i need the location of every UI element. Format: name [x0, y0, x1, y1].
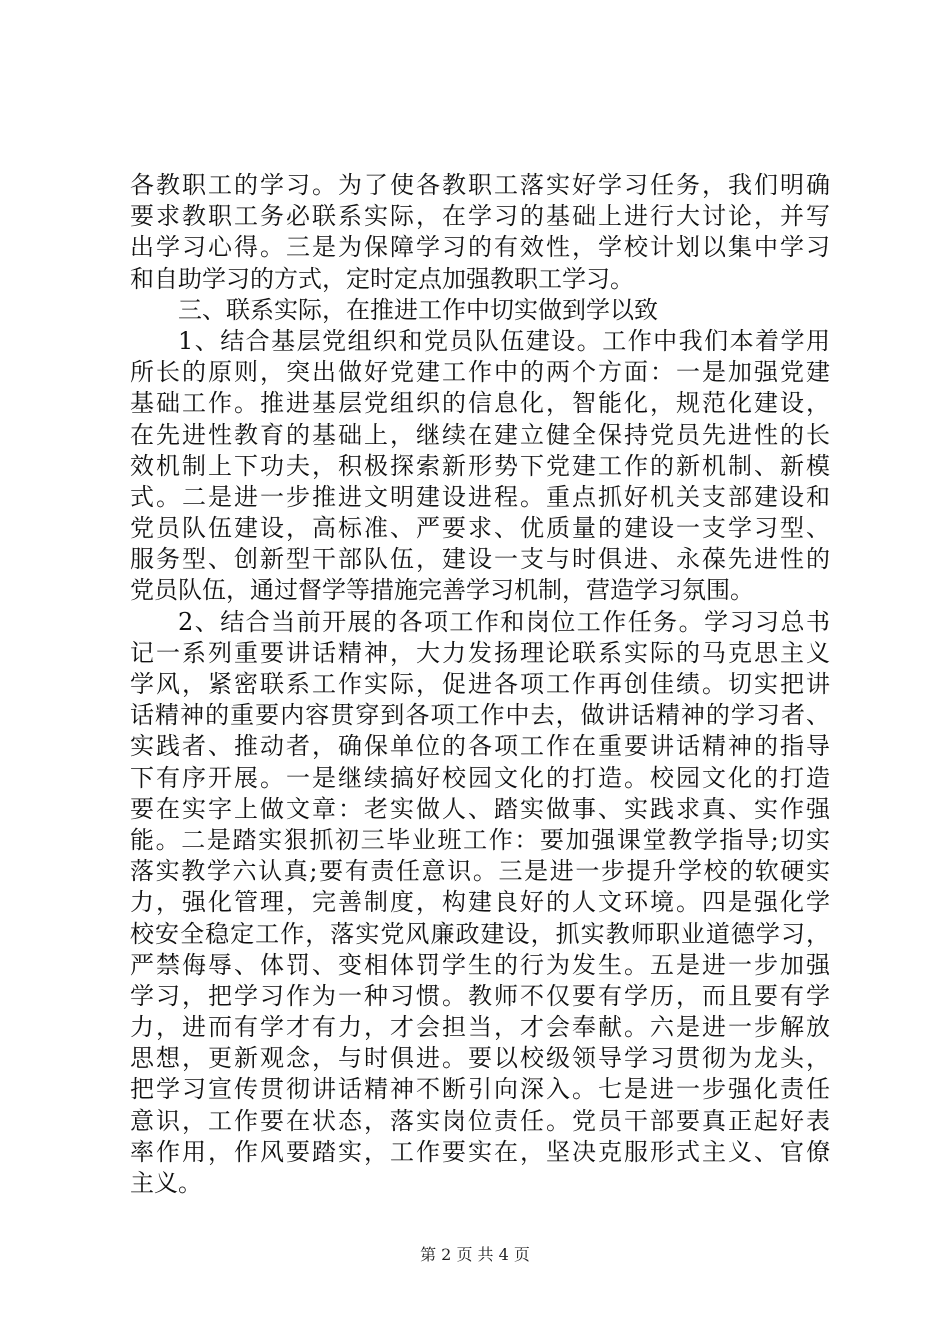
body-line: 意识，工作要在状态，落实岗位责任。党员干部要真正起好表 [130, 1106, 830, 1135]
body-line: 学习，把学习作为一种习惯。教师不仅要有学历，而且要有学 [130, 981, 830, 1010]
body-line: 要求教职工务必联系实际，在学习的基础上进行大讨论，并写 [130, 202, 830, 231]
body-line: 话精神的重要内容贯穿到各项工作中去，做讲话精神的学习者、 [130, 701, 830, 730]
document-body [130, 170, 830, 1199]
body-line: 效机制上下功夫，积极探索新形势下党建工作的新机制、新模 [130, 451, 830, 480]
body-line: 式。二是进一步推进文明建设进程。重点抓好机关支部建设和 [130, 482, 830, 511]
body-line: 实践者、推动者，确保单位的各项工作在重要讲话精神的指导 [130, 732, 830, 761]
body-line: 落实教学六认真;要有责任意识。三是进一步提升学校的软硬实 [130, 857, 830, 886]
paragraph-start-line: 1、结合基层党组织和党员队伍建设。工作中我们本着学用 [178, 326, 830, 355]
body-line: 记一系列重要讲话精神，大力发扬理论联系实际的马克思主义 [130, 638, 830, 667]
body-line: 各教职工的学习。为了使各教职工落实好学习任务，我们明确 [130, 171, 830, 199]
body-line: 严禁侮辱、体罚、变相体罚学生的行为发生。五是进一步加强 [130, 950, 830, 979]
body-line: 所长的原则，突出做好党建工作中的两个方面：一是加强党建 [130, 358, 830, 387]
body-line: 出学习心得。三是为保障学习的有效性，学校计划以集中学习 [130, 233, 830, 262]
body-line: 党员队伍建设，高标准、严要求、优质量的建设一支学习型、 [130, 514, 830, 543]
paragraph-start-line: 2、结合当前开展的各项工作和岗位工作任务。学习习总书 [178, 607, 830, 636]
body-line: 学风，紧密联系工作实际，促进各项工作再创佳绩。切实把讲 [130, 670, 830, 698]
body-line: 党员队伍，通过督学等措施完善学习机制，营造学习氛围。 [130, 576, 754, 605]
body-line: 服务型、创新型干部队伍，建设一支与时俱进、永葆先进性的 [130, 545, 830, 574]
body-line: 在先进性教育的基础上，继续在建立健全保持党员先进性的长 [130, 420, 830, 449]
body-line: 要在实字上做文章：老实做人、踏实做事、实践求真、实作强 [130, 794, 830, 823]
body-line: 力，强化管理，完善制度，构建良好的人文环境。四是强化学 [130, 888, 830, 917]
body-line: 率作用，作风要踏实，工作要实在，坚决克服形式主义、官僚 [130, 1137, 830, 1166]
body-line: 把学习宣传贯彻讲话精神不断引向深入。七是进一步强化责任 [130, 1075, 830, 1104]
body-line: 校安全稳定工作，落实党风廉政建设，抓实教师职业道德学习， [130, 919, 830, 948]
body-line: 能。二是踏实狠抓初三毕业班工作：要加强课堂教学指导;切实 [130, 825, 830, 854]
body-line: 基础工作。推进基层党组织的信息化，智能化，规范化建设， [130, 389, 830, 418]
body-line: 下有序开展。一是继续搞好校园文化的打造。校园文化的打造 [130, 763, 830, 792]
body-line: 和自助学习的方式，定时定点加强教职工学习。 [130, 264, 634, 293]
body-line: 力，进而有学才有力，才会担当，才会奉献。六是进一步解放 [130, 1013, 830, 1042]
page-number-footer: 第 2 页 共 4 页 [420, 1245, 530, 1264]
body-line: 思想，更新观念，与时俱进。要以校级领导学习贯彻为龙头， [130, 1044, 830, 1073]
body-line: 主义。 [130, 1169, 202, 1197]
section-heading: 三、联系实际，在推进工作中切实做到学以致 [178, 295, 658, 324]
